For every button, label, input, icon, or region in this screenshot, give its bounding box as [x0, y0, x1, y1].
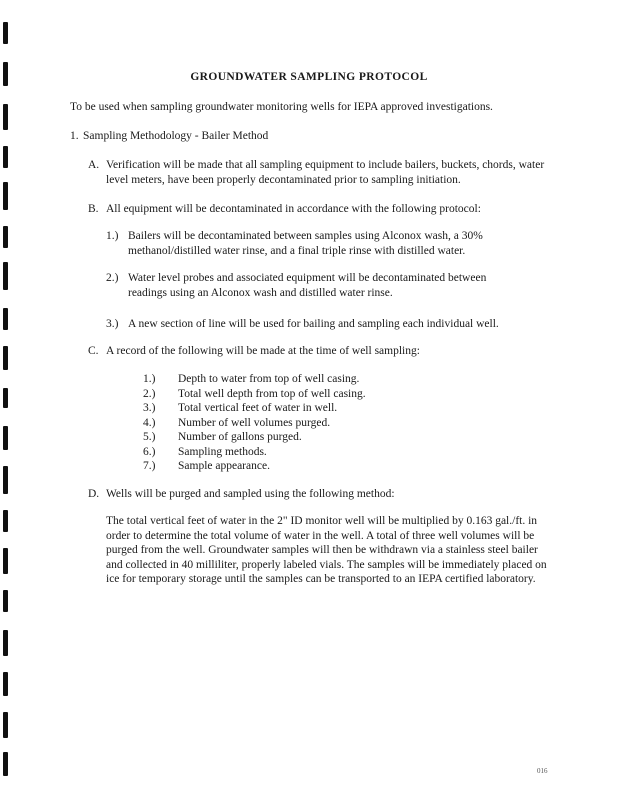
binder-hole-mark [3, 182, 8, 210]
record-item-text: Total vertical feet of water in well. [178, 402, 338, 414]
item-d-label: D. [88, 488, 100, 500]
step-3-text: A new section of line will be used for bailing and sampling each individual well. [128, 318, 499, 330]
binder-hole-mark [3, 672, 8, 696]
record-item-number: 7.) [143, 460, 156, 472]
item-c-label: C. [88, 345, 99, 357]
record-item-number: 1.) [143, 373, 156, 385]
binder-hole-mark [3, 388, 8, 408]
binder-hole-mark [3, 590, 8, 612]
step-1-text: Bailers will be decontaminated between samples using Alconox wash, a 30% methanol/distilled water rinse, and a final triple rinse with distilled water. [128, 230, 483, 257]
item-d-text: Wells will be purged and sampled using the following method: [106, 488, 395, 500]
binder-hole-mark [3, 146, 8, 168]
binder-hole-mark [3, 22, 8, 44]
item-a-text: Verification will be made that all sampling equipment to include bailers, buckets, chords, water level meters, have been properly decontaminated prior to sampling initiation. [106, 159, 545, 186]
binder-hole-mark [3, 104, 8, 130]
intro-text: To be used when sampling groundwater monitoring wells for IEPA approved investigations. [70, 101, 493, 113]
item-b-label: B. [88, 203, 99, 215]
record-item-text: Sample appearance. [178, 460, 270, 472]
binder-hole-mark [3, 712, 8, 738]
item-c-text: A record of the following will be made at the time of well sampling: [106, 345, 420, 357]
binder-hole-mark [3, 346, 8, 370]
binder-hole-mark [3, 466, 8, 494]
binder-hole-mark [3, 548, 8, 574]
item-b-text: All equipment will be decontaminated in accordance with the following protocol: [106, 203, 481, 215]
section-1-heading: Sampling Methodology - Bailer Method [83, 130, 269, 142]
item-a-label: A. [88, 159, 100, 171]
record-item-text: Depth to water from top of well casing. [178, 373, 360, 385]
record-item-text: Number of gallons purged. [178, 431, 302, 443]
record-item-text: Number of well volumes purged. [178, 416, 331, 429]
record-item-number: 5.) [143, 431, 156, 443]
binder-hole-mark [3, 308, 8, 330]
page-number: 016 [537, 767, 548, 775]
step-1-label: 1.) [106, 230, 119, 242]
step-2-label: 2.) [106, 272, 119, 284]
document-title: GROUNDWATER SAMPLING PROTOCOL [190, 71, 428, 83]
item-d-paragraph: The total vertical feet of water in the 2" ID monitor well will be multiplied by 0.163 gal./ft. in order to determine the total volume of water in the well. A total of three well volumes will be purged from the well. Groundwater samples will then be withdrawn via a stainless steel bailer and collected in 40 milliliter, properly labeled vials. The samples will be immediately placed on ice for temporary storage until the samples can be transported to an IEPA certified laboratory. [106, 515, 547, 585]
binder-hole-mark [3, 510, 8, 532]
binder-hole-mark [3, 630, 8, 656]
step-3-label: 3.) [106, 318, 119, 330]
binder-hole-mark [3, 262, 8, 290]
record-item-number: 2.) [143, 387, 156, 400]
record-item-number: 3.) [143, 402, 156, 414]
record-item-text: Total well depth from top of well casing. [178, 387, 366, 400]
record-item-number: 6.) [143, 445, 156, 458]
record-item-number: 4.) [143, 416, 156, 429]
binder-hole-mark [3, 226, 8, 248]
binder-hole-mark [3, 426, 8, 450]
step-2-text: Water level probes and associated equipment will be decontaminated between readings using an Alconox wash and distilled water rinse. [128, 272, 487, 299]
binder-hole-mark [3, 752, 8, 776]
section-1-number: 1. [70, 130, 79, 142]
record-item-text: Sampling methods. [178, 445, 267, 458]
